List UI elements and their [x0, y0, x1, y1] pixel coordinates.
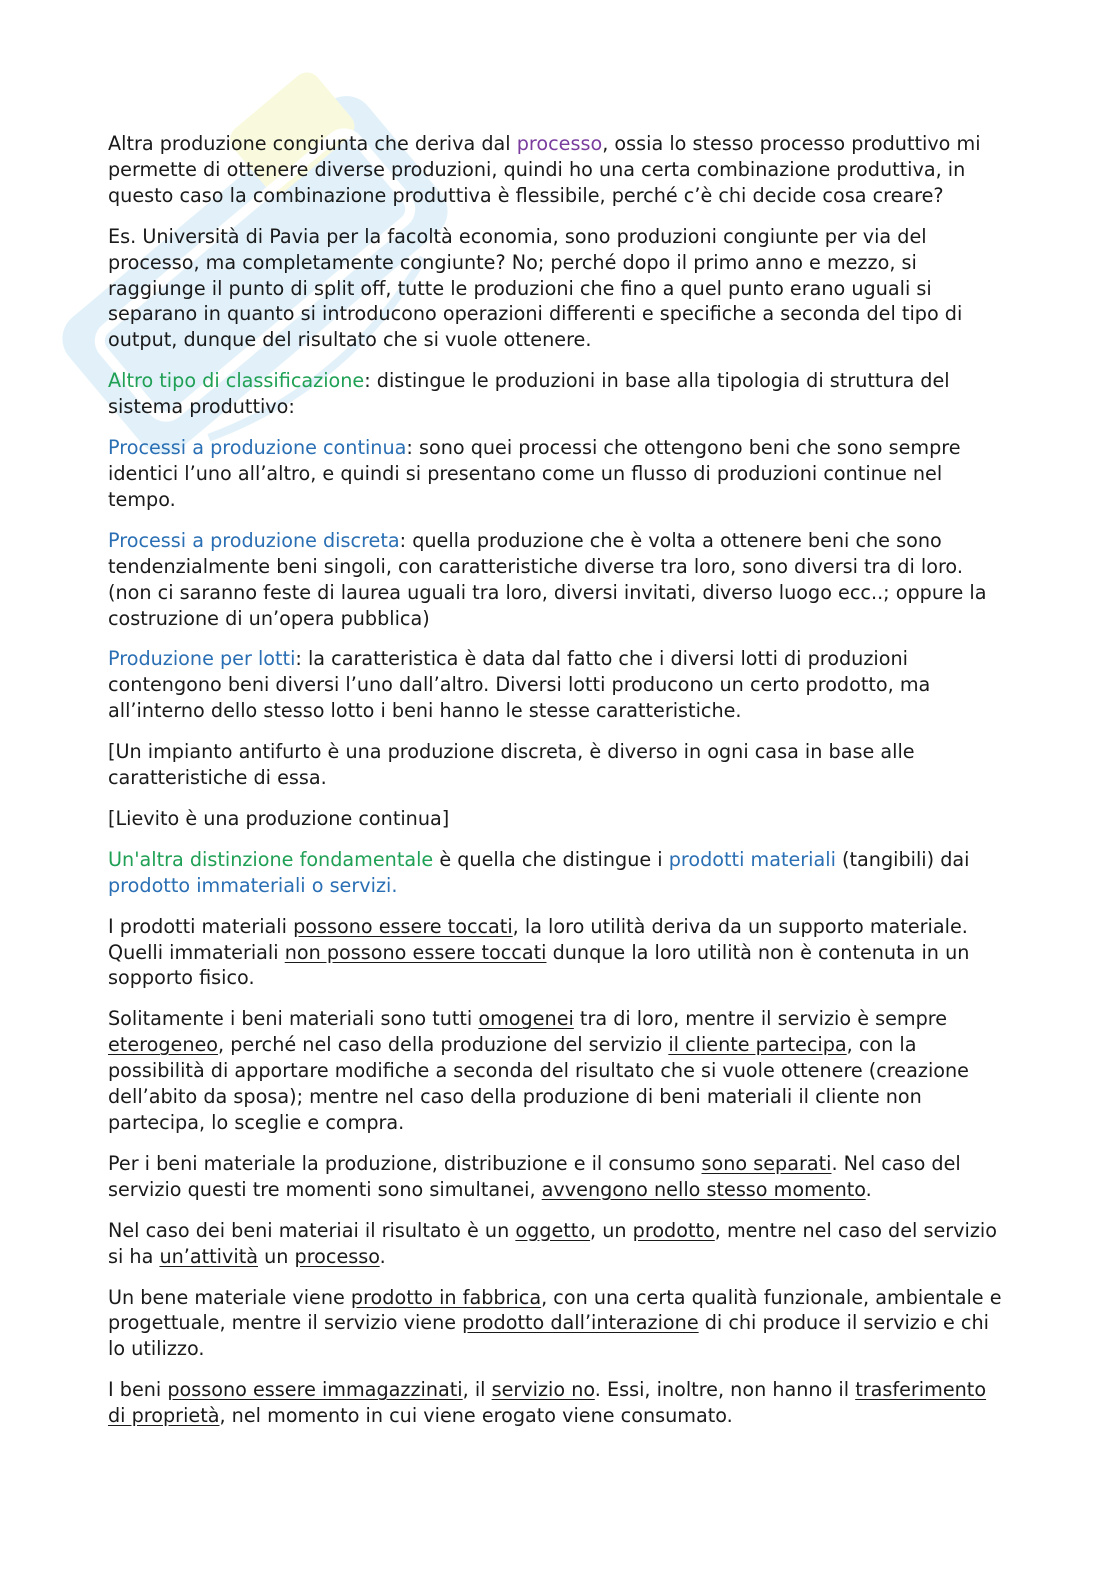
heading-altro-tipo: Altro tipo di classificazione [108, 369, 365, 393]
paragraph-pavia-example: Es. Università di Pavia per la facoltà economia, sono produzioni congiunte per via del processo, ma completamente congiunte? No; perché dopo il primo anno e mezzo, si raggiunge il punto di split off, tutte le produzioni che fino a quel punto erano uguali si separano in quanto si introducono operazioni differenti e specifiche a seconda del tipo di output, dunque del risultato che si vuole ottenere. [108, 224, 963, 352]
paragraph-classification: Altro tipo di classificazione: distingue le produzioni in base alla tipologia di struttura del sistema produttivo: [108, 369, 950, 419]
term-produzione-discreta: Processi a produzione discreta [108, 528, 400, 552]
heading-distinzione: Un'altra distinzione fondamentale [108, 847, 434, 871]
paragraph-factory: Un bene materiale viene prodotto in fabbrica, con una certa qualità funzionale, ambientale e progettuale, mentre il servizio viene prodotto dall’interazione di chi produce il servizio e chi lo utilizzo. [108, 1285, 1002, 1361]
paragraph-distinction: Un'altra distinzione fondamentale è quella che distingue i prodotti materiali (tangibili) dai prodotto immateriali o servizi. [108, 847, 970, 897]
paragraph-batches: Produzione per lotti: la caratteristica è data dal fatto che i diversi lotti di produzioni contengono beni diversi l’uno dall’altro. Diversi lotti producono un certo prodotto, ma all’interno dello stesso lotto i beni hanno le stesse caratteristiche. [108, 647, 931, 723]
paragraph-continuous: Processi a produzione continua: sono quei processi che ottengono beni che sono sempre identici l’uno all’altro, e quindi si presentano come un flusso di produzioni continue nel tempo. [108, 436, 961, 511]
term-produzione-continua: Processi a produzione continua [108, 436, 407, 460]
paragraph-antifurto: [Un impianto antifurto è una produzione discreta, è diverso in ogni casa in base alle caratteristiche di essa. [108, 740, 915, 790]
paragraph-storage: I beni possono essere immagazzinati, il servizio no. Essi, inoltre, non hanno il trasferimento di proprietà, nel momento in cui viene erogato viene consumato. [108, 1378, 987, 1428]
term-prodotti-materiali: prodotti materiali [668, 847, 836, 871]
paragraph-joint-production: Altra produzione congiunta che deriva dal processo, ossia lo stesso processo produttivo mi permette di ottenere diverse produzioni, quindi ho una certa combinazione produttiva, in questo caso la combinazione produttiva è flessibile, perché c’è chi decide cosa creare? [108, 132, 981, 207]
paragraph-result: Nel caso dei beni materiai il risultato è un oggetto, un prodotto, mentre nel caso del servizio si ha un’attività un processo. [108, 1218, 997, 1268]
highlight-processo: processo [516, 132, 603, 155]
document-body [108, 131, 1008, 1444]
paragraph-discrete: Processi a produzione discreta: quella produzione che è volta a ottenere beni che sono tendenzialmente beni singoli, con caratteristiche diverse tra loro, sono diversi tra di loro. (non ci saranno feste di laurea uguali tra loro, diversi invitati, diverso luogo ecc..; oppure la costruzione di un’opera pubblica) [108, 528, 987, 630]
paragraph-homogeneous: Solitamente i beni materiali sono tutti omogenei tra di loro, mentre il servizio è sempre eterogeneo, perché nel caso della produzione del servizio il cliente partecipa, con la possibilità di apportare modifiche a seconda del risultato che si vuole ottenere (creazione dell’abito da sposa); mentre nel caso della produzione di beni materiali il cliente non partecipa, lo sceglie e compra. [108, 1007, 969, 1134]
paragraph-touch: I prodotti materiali possono essere toccati, la loro utilità deriva da un supporto materiale. Quelli immateriali non possono essere toccati dunque la loro utilità non è contenuta in un sopporto fisico. [108, 914, 970, 990]
term-prodotti-immateriali: prodotto immateriali o servizi. [108, 873, 398, 897]
term-produzione-lotti: Produzione per lotti [108, 647, 296, 671]
paragraph-lievito: [Lievito è una produzione continua] [108, 806, 450, 830]
paragraph-separated: Per i beni materiale la produzione, distribuzione e il consumo sono separati. Nel caso del servizio questi tre momenti sono simultanei, avvengono nello stesso momento. [108, 1151, 961, 1201]
